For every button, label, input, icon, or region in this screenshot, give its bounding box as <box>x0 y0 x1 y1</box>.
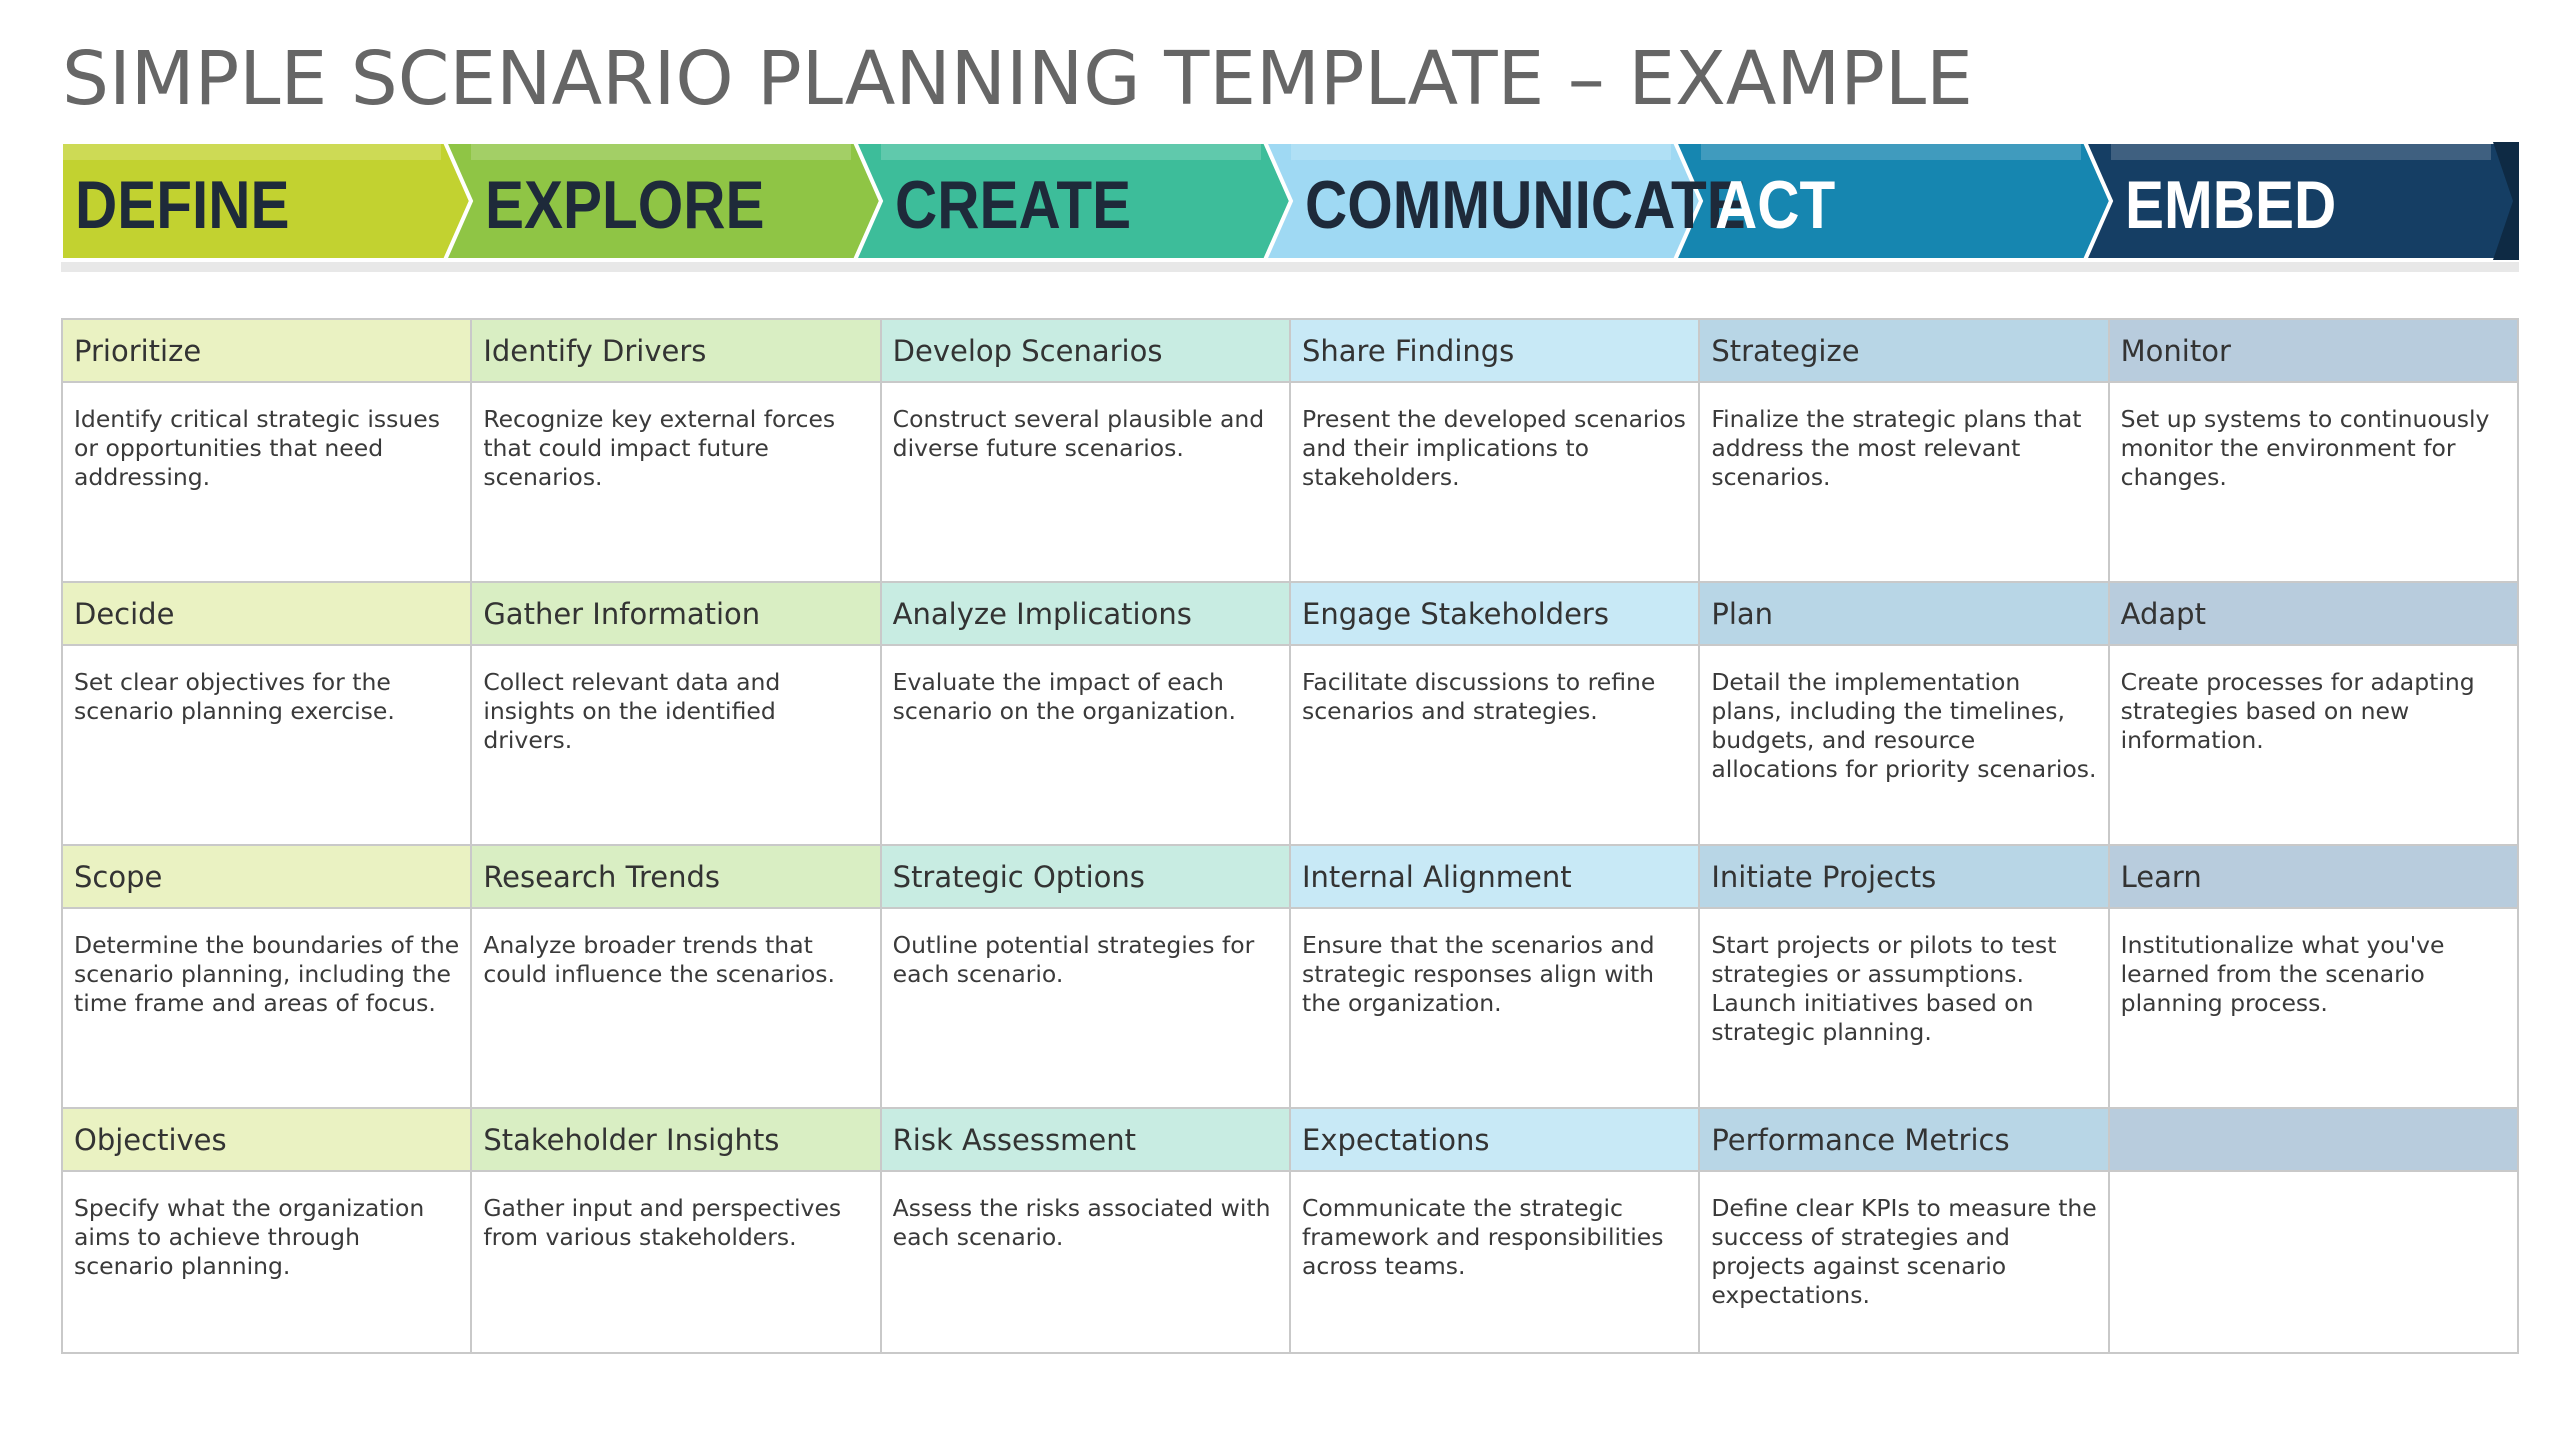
phase-banner <box>61 142 2519 272</box>
step-description: Institutionalize what you've learned from the scenario planning process. <box>2110 909 2519 1109</box>
step-header: Decide <box>63 583 472 646</box>
step-header: Learn <box>2110 846 2519 909</box>
step-description: Collect relevant data and insights on the identified drivers. <box>472 646 881 846</box>
step-header: Research Trends <box>472 846 881 909</box>
phase-embed: EMBED <box>2125 167 2337 243</box>
phase-explore: EXPLORE <box>485 167 765 243</box>
step-header: Expectations <box>1291 1109 1700 1172</box>
step-description: Set clear objectives for the scenario planning exercise. <box>63 646 472 846</box>
step-description: Gather input and perspectives from various stakeholders. <box>472 1172 881 1354</box>
step-description: Ensure that the scenarios and strategic responses align with the organization. <box>1291 909 1700 1109</box>
step-header: Analyze Implications <box>882 583 1291 646</box>
step-header: Plan <box>1700 583 2109 646</box>
step-description: Assess the risks associated with each scenario. <box>882 1172 1291 1354</box>
step-header: Initiate Projects <box>1700 846 2109 909</box>
phase-communicate: COMMUNICATE <box>1305 167 1746 243</box>
step-description: Determine the boundaries of the scenario planning, including the time frame and areas of focus. <box>63 909 472 1109</box>
step-description: Create processes for adapting strategies based on new information. <box>2110 646 2519 846</box>
step-header: Strategic Options <box>882 846 1291 909</box>
step-description: Specify what the organization aims to achieve through scenario planning. <box>63 1172 472 1354</box>
step-header-empty <box>2110 1109 2519 1172</box>
planning-table <box>61 318 2519 1354</box>
step-header: Risk Assessment <box>882 1109 1291 1172</box>
step-header: Objectives <box>63 1109 472 1172</box>
step-description: Finalize the strategic plans that address the most relevant scenarios. <box>1700 383 2109 583</box>
page-title: SIMPLE SCENARIO PLANNING TEMPLATE – EXAMPLE <box>62 36 1973 122</box>
step-header: Develop Scenarios <box>882 320 1291 383</box>
step-description: Outline potential strategies for each scenario. <box>882 909 1291 1109</box>
step-description: Facilitate discussions to refine scenarios and strategies. <box>1291 646 1700 846</box>
step-description: Analyze broader trends that could influence the scenarios. <box>472 909 881 1109</box>
step-description: Set up systems to continuously monitor the environment for changes. <box>2110 383 2519 583</box>
step-header: Identify Drivers <box>472 320 881 383</box>
step-description: Evaluate the impact of each scenario on the organization. <box>882 646 1291 846</box>
phase-define: DEFINE <box>75 167 290 243</box>
step-description: Define clear KPIs to measure the success of strategies and projects against scenario expectations. <box>1700 1172 2109 1354</box>
step-header: Share Findings <box>1291 320 1700 383</box>
step-header: Strategize <box>1700 320 2109 383</box>
step-description-empty <box>2110 1172 2519 1354</box>
phase-act: ACT <box>1715 167 1836 243</box>
step-header: Monitor <box>2110 320 2519 383</box>
step-header: Prioritize <box>63 320 472 383</box>
step-header: Stakeholder Insights <box>472 1109 881 1172</box>
phase-create: CREATE <box>895 167 1132 243</box>
step-description: Present the developed scenarios and their implications to stakeholders. <box>1291 383 1700 583</box>
step-header: Gather Information <box>472 583 881 646</box>
step-header: Scope <box>63 846 472 909</box>
step-description: Identify critical strategic issues or opportunities that need addressing. <box>63 383 472 583</box>
step-header: Performance Metrics <box>1700 1109 2109 1172</box>
step-description: Detail the implementation plans, including the timelines, budgets, and resource allocations for priority scenarios. <box>1700 646 2109 846</box>
step-header: Internal Alignment <box>1291 846 1700 909</box>
step-description: Construct several plausible and diverse future scenarios. <box>882 383 1291 583</box>
step-description: Start projects or pilots to test strategies or assumptions. Launch initiatives based on strategic planning. <box>1700 909 2109 1109</box>
step-description: Recognize key external forces that could impact future scenarios. <box>472 383 881 583</box>
step-header: Adapt <box>2110 583 2519 646</box>
step-header: Engage Stakeholders <box>1291 583 1700 646</box>
step-description: Communicate the strategic framework and responsibilities across teams. <box>1291 1172 1700 1354</box>
